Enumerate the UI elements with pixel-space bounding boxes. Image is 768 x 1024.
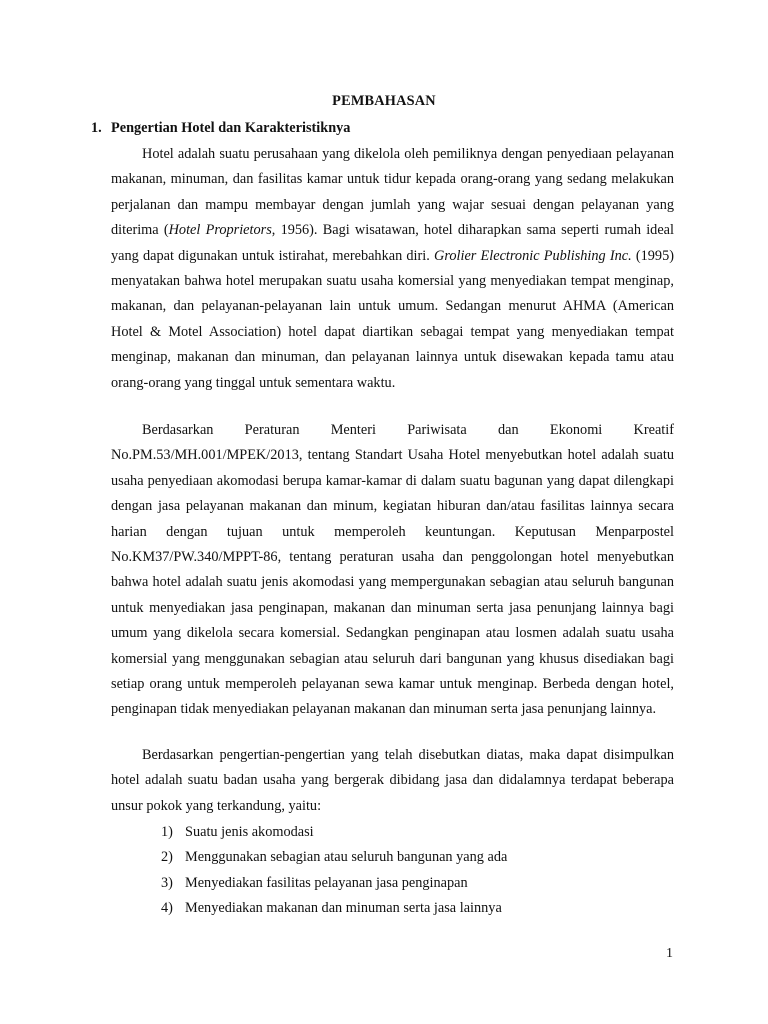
list-item-number: 3): [161, 874, 173, 891]
list-item: [161, 871, 507, 896]
list-item-text: Suatu jenis akomodasi: [185, 824, 314, 840]
paragraph-3-block: [111, 743, 674, 819]
citation-grolier: Grolier Electronic Publishing Inc.: [434, 247, 632, 264]
paragraph-1-block: [111, 142, 674, 396]
list-item-number: 4): [161, 900, 173, 917]
list-item-number: 1): [161, 824, 173, 840]
section-heading: [91, 120, 350, 137]
list-item-text: Menyediakan fasilitas pelayanan jasa penginapan: [185, 874, 468, 891]
paragraph-2: Berdasarkan Peraturan Menteri Pariwisata dan Ekonomi Kreatif No.PM.53/MH.001/MPEK/2013, tentang Standart Usaha Hotel menyebutkan hotel adalah suatu usaha penyediaan akomodasi berupa kamar-kamar di dalam suatu bagunan yang dapat dilengkapi dengan jasa pelayanan makanan dan minum, kegiatan hiburan dan/atau fasilitas lainnya secara harian dengan tujuan untuk memperoleh keuntungan. Keputusan Menparpostel No.KM37/PW.340/MPPT-86, tentang peraturan usaha dan penggolongan hotel menyebutkan bahwa hotel adalah suatu jenis akomodasi yang mempergunakan sebagian atau seluruh bangunan untuk menyediakan jasa penginapan, makanan dan minuman serta jasa penunjang lainnya bagi umum yang dikelola secara komersial. Sedangkan penginapan atau losmen adalah suatu usaha komersial yang menggunakan sebagian atau seluruh dari bangunan yang khusus disediakan bagi setiap orang untuk memperoleh pelayanan sewa kamar untuk menginap. Berbeda dengan hotel, penginapan tidak menyediakan pelayanan makanan dan minuman serta jasa penunjang lainnya.: [111, 422, 674, 718]
section-number: 1.: [91, 120, 102, 136]
paragraph-1-part-3: (1995) menyatakan bahwa hotel merupakan suatu usaha komersial yang menyediakan tempat menginap, makanan, dan pelayanan-pelayanan lain untuk umum. Sedangan menurut AHMA (American Hotel & Motel Association) hotel dapat diartikan sebagai tempat yang menyediakan tempat menginap, makanan dan minuman, dan pelayanan lainnya untuk disewakan kepada tamu atau orang-orang yang tinggal untuk sementara waktu.: [111, 247, 674, 391]
page-number: 1: [666, 946, 673, 961]
page-title: PEMBAHASAN: [332, 93, 436, 109]
elements-list: [161, 820, 507, 922]
paragraph-1-part-1: Hotel adalah suatu perusahaan yang dikelola oleh pemiliknya dengan penyediaan pelayanan makanan, minuman, dan fasilitas kamar untuk tidur kepada orang-orang yang sedang melakukan perjalanan dan mampu membayar dengan jumlah yang wajar sesuai dengan pelayanan yang diterima (: [111, 146, 674, 239]
citation-hotel-proprietors: Hotel Proprietors: [168, 222, 272, 239]
list-item-number: 2): [161, 849, 173, 866]
paragraph-1: [111, 142, 674, 396]
list-item-text: Menyediakan makanan dan minuman serta jasa lainnya: [185, 900, 502, 917]
paragraph-2-block: [111, 418, 674, 723]
list-item: [161, 820, 507, 845]
section-heading-text: Pengertian Hotel dan Karakteristiknya: [111, 120, 351, 136]
paragraph-3: Berdasarkan pengertian-pengertian yang telah disebutkan diatas, maka dapat disimpulkan hotel adalah suatu badan usaha yang bergerak dibidang jasa dan didalamnya terdapat beberapa unsur pokok yang terkandung, yaitu:: [111, 747, 674, 814]
paragraph-1-part-2: , 1956). Bagi wisatawan, hotel diharapkan sama seperti rumah ideal yang dapat digunakan untuk istirahat, merebahkan diri.: [111, 222, 674, 264]
list-item: [161, 845, 507, 870]
list-item-text: Menggunakan sebagian atau seluruh bangunan yang ada: [185, 849, 508, 866]
list-item: [161, 896, 507, 921]
